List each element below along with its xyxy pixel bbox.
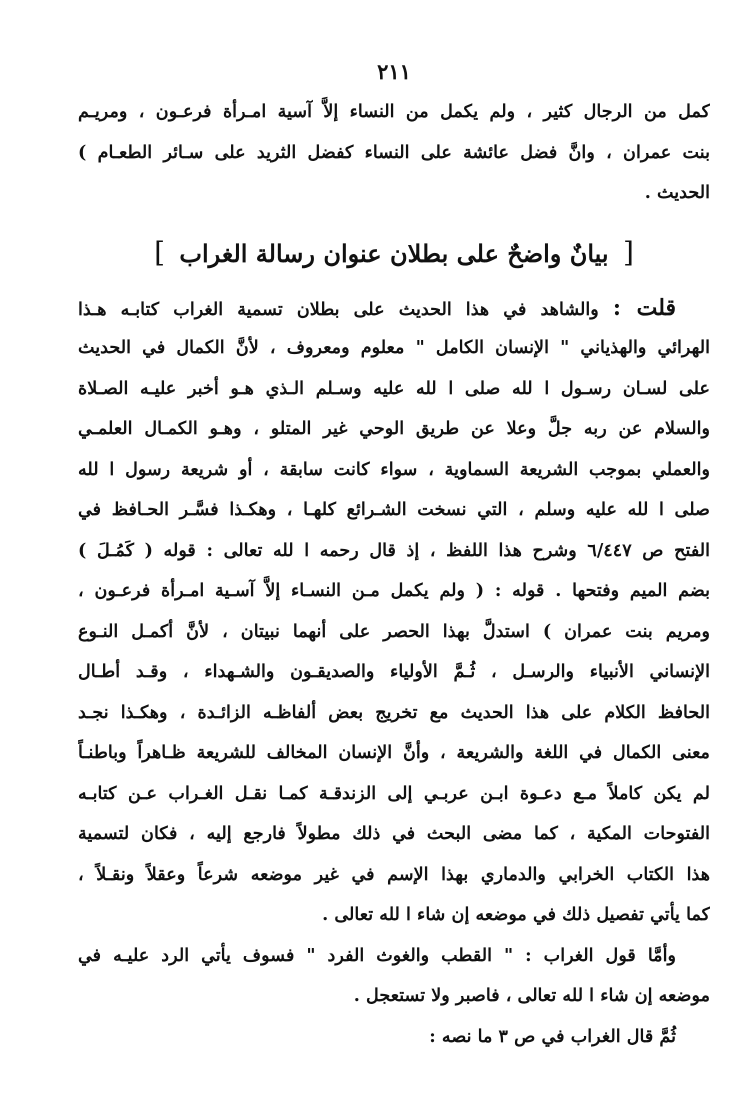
text-span: والشاهد في هذا الحديث على بطلان تسمية الغراب كتابـه هـذا	[78, 298, 613, 320]
text-line: موضعه إن شاء ا لله تعالى ، فاصبر ولا تستعجل .	[353, 985, 710, 1006]
text-line: الحافظ الكلام على هذا الحديث مع تخريج بعض ألفاظـه الزائـدة ، وهكـذا نجـد	[78, 701, 710, 723]
text-line: على لسـان رسـول ا لله صلى ا لله عليه وسـلم الـذي هـو أخبر عليـه الصـلاة	[78, 377, 710, 399]
text-line: كما يأتي تفصيل ذلك في موضعه إن شاء ا لله تعالى .	[322, 904, 710, 925]
text-line: والعملي بموجب الشريعة السماوية ، سواء كانت سابقة ، أو شريعة رسول ا لله	[78, 458, 710, 480]
text-line: صلى ا لله عليه وسلم ، التي نسخت الشـرائع كلهـا ، وهكـذا فسَّـر الحـافظ في	[78, 499, 710, 520]
text-line: الإنساني الأنبياء والرسـل ، ثُـمَّ الأولياء والصديقـون والشـهداء ، وقـد أطـال	[78, 661, 710, 682]
text-line: معنى الكمال في اللغة والشريعة ، وأنَّ الإنسان المخالف للشريعة ظـاهراً وباطنـاً	[78, 742, 710, 763]
paragraph-3	[78, 1017, 710, 1058]
text-line: بضم الميم وفتحها . قوله : ( ولم يكمل مـن النسـاء إلاَّ آسـية امـرأة فرعـون ،	[78, 580, 710, 601]
text-line	[78, 288, 710, 329]
text-line: ثُمَّ قال الغراب في ص ٣ ما نصه :	[429, 1025, 676, 1047]
text-line: والسلام عن ربه جلَّ وعلا عن طريق الوحي غير المتلو ، وهـو الكمـال العلمـي	[78, 418, 710, 439]
document-page	[78, 52, 710, 1057]
paragraph-1	[78, 288, 710, 936]
text-line: كمل من الرجال كثير ، ولم يكمل من النساء إلاَّ آسية امـرأة فرعـون ، ومريـم	[78, 101, 710, 122]
text-line: وأمَّا قول الغراب : " القطب والغوث الفرد " فسوف يأتي الرد عليـه في	[78, 944, 676, 966]
text-line: الهرائي والهذياني " الإنسان الكامل " معلوم ومعروف ، لأنَّ الكمال في الحديث	[78, 337, 710, 358]
heading-open-bracket: [	[622, 235, 634, 269]
text-line: الفتوحات المكية ، كما مضى البحث في ذلك مطولاً فارجع إليه ، فكان لتسمية	[78, 823, 710, 844]
text-line: بنت عمران ، وانَّ فضل عائشة على النساء كفضل الثريد على سـائر الطعـام )	[78, 141, 710, 163]
page-number: ٢١١	[377, 59, 411, 84]
text-line: الحديث .	[644, 182, 710, 203]
heading-close-bracket: ]	[154, 235, 166, 269]
intro-text	[78, 92, 710, 214]
text-line: الفتح ص ٦/٤٤٧ وشرح هذا اللفظ ، إذ قال رحمه ا لله تعالى : قوله ( كَمُـلَ )	[78, 539, 710, 561]
paragraph-2	[78, 936, 710, 1017]
section-heading	[78, 220, 710, 286]
text-line: هذا الكتاب الخرابي والدماري بهذا الإسم في غير موضعه شرعاً وعقلاً ونقـلاً ،	[78, 863, 710, 885]
lead-word: قلت :	[612, 294, 676, 321]
text-line: ومريم بنت عمران ) استدلَّ بهذا الحصر على أنهما نبيتان ، لأنَّ أكمـل النـوع	[78, 620, 710, 642]
heading-text: بيانٌ واضحٌ على بطلان عنوان رسالة الغراب	[179, 238, 609, 268]
text-line: لم يكن كاملاً مـع دعـوة ابـن عربـي إلى الزندقـة كمـا نقـل الغـراب عـن كتابـه	[78, 782, 710, 804]
